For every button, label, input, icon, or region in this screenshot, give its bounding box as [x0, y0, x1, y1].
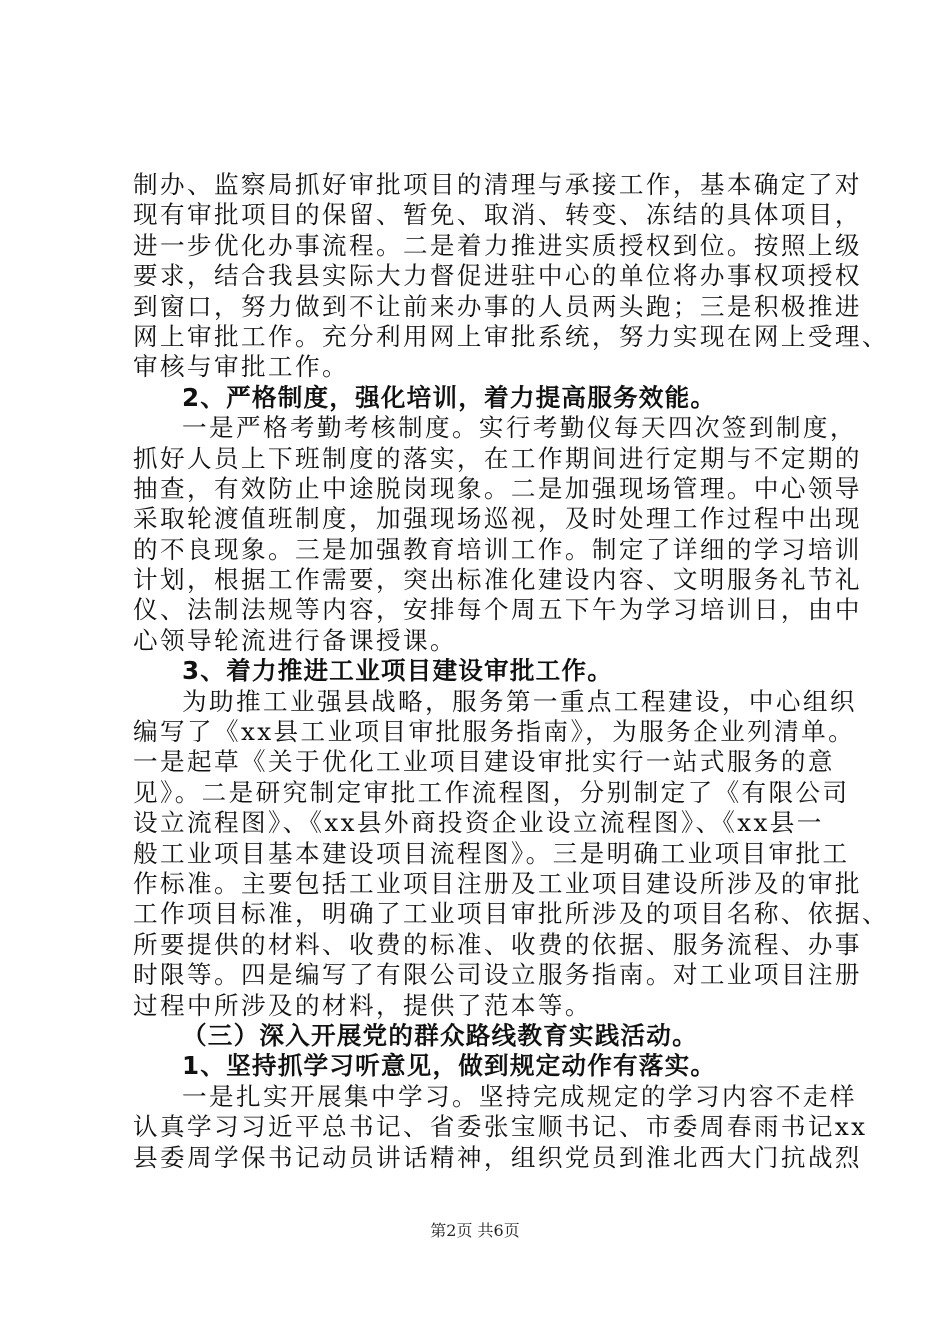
- paragraph-line: 县委周学保书记动员讲话精神，组织党员到淮北西大门抗战烈: [133, 1142, 862, 1172]
- paragraph-line: 所要提供的材料、收费的标准、收费的依据、服务流程、办事: [133, 929, 862, 959]
- section-heading-line: （三）深入开展党的群众路线教育实践活动。: [182, 1020, 698, 1050]
- section-heading-line: 2、严格制度，强化培训，着力提高服务效能。: [182, 382, 717, 412]
- paragraph-line: 编写了《xx县工业项目审批服务指南》，为服务企业列清单。: [133, 717, 856, 747]
- paragraph-line: 一是扎实开展集中学习。坚持完成规定的学习内容不走样: [182, 1081, 857, 1111]
- paragraph-line: 般工业项目基本建设项目流程图》。三是明确工业项目审批工: [133, 838, 850, 868]
- paragraph-line: 审核与审批工作。: [133, 352, 349, 382]
- paragraph-line: 认真学习习近平总书记、省委张宝顺书记、市委周春雨书记xx: [133, 1112, 868, 1142]
- paragraph-line: 工作项目标准，明确了工业项目审批所涉及的项目名称、依据、: [133, 899, 889, 929]
- paragraph-line: 计划，根据工作需要，突出标准化建设内容、文明服务礼节礼: [133, 565, 862, 595]
- section-heading-line: 3、着力推进工业项目建设审批工作。: [182, 656, 614, 686]
- page-footer: [0, 1218, 950, 1241]
- paragraph-line: 设立流程图》、《xx县外商投资企业设立流程图》、《xx县一: [133, 808, 824, 838]
- paragraph-line: 抽查，有效防止中途脱岗现象。二是加强现场管理。中心领导: [133, 473, 862, 503]
- paragraph-line: 的不良现象。三是加强教育培训工作。制定了详细的学习培训: [133, 534, 862, 564]
- paragraph-line: 一是严格考勤考核制度。实行考勤仪每天四次签到制度，: [182, 413, 857, 443]
- paragraph-line: 心领导轮流进行备课授课。: [133, 625, 457, 655]
- page-number-label: 第2页 共6页: [430, 1221, 520, 1240]
- document-body: [133, 170, 889, 1173]
- paragraph-line: 网上审批工作。充分利用网上审批系统，努力实现在网上受理、: [133, 321, 889, 351]
- paragraph-line: 进一步优化办事流程。二是着力推进实质授权到位。按照上级: [133, 230, 862, 260]
- paragraph-line: 仪、法制法规等内容，安排每个周五下午为学习培训日，由中: [133, 595, 862, 625]
- paragraph-line: 采取轮渡值班制度，加强现场巡视，及时处理工作过程中出现: [133, 504, 862, 534]
- paragraph-line: 作标准。主要包括工业项目注册及工业项目建设所涉及的审批: [133, 868, 862, 898]
- paragraph-line: 过程中所涉及的材料，提供了范本等。: [133, 990, 592, 1020]
- paragraph-line: 一是起草《关于优化工业项目建设审批实行一站式服务的意: [133, 747, 835, 777]
- paragraph-line: 为助推工业强县战略，服务第一重点工程建设，中心组织: [182, 686, 857, 716]
- paragraph-line: 要求，结合我县实际大力督促进驻中心的单位将办事权项授权: [133, 261, 862, 291]
- paragraph-line: 见》。二是研究制定审批工作流程图，分别制定了《有限公司: [133, 777, 850, 807]
- paragraph-line: 时限等。四是编写了有限公司设立服务指南。对工业项目注册: [133, 960, 862, 990]
- paragraph-line: 制办、监察局抓好审批项目的清理与承接工作，基本确定了对: [133, 170, 862, 199]
- paragraph-line: 现有审批项目的保留、暂免、取消、转变、冻结的具体项目，: [133, 200, 862, 230]
- paragraph-line: 抓好人员上下班制度的落实，在工作期间进行定期与不定期的: [133, 443, 862, 473]
- section-heading-line: 1、坚持抓学习听意见，做到规定动作有落实。: [182, 1051, 717, 1081]
- paragraph-line: 到窗口，努力做到不让前来办事的人员两头跑；三是积极推进: [133, 291, 862, 321]
